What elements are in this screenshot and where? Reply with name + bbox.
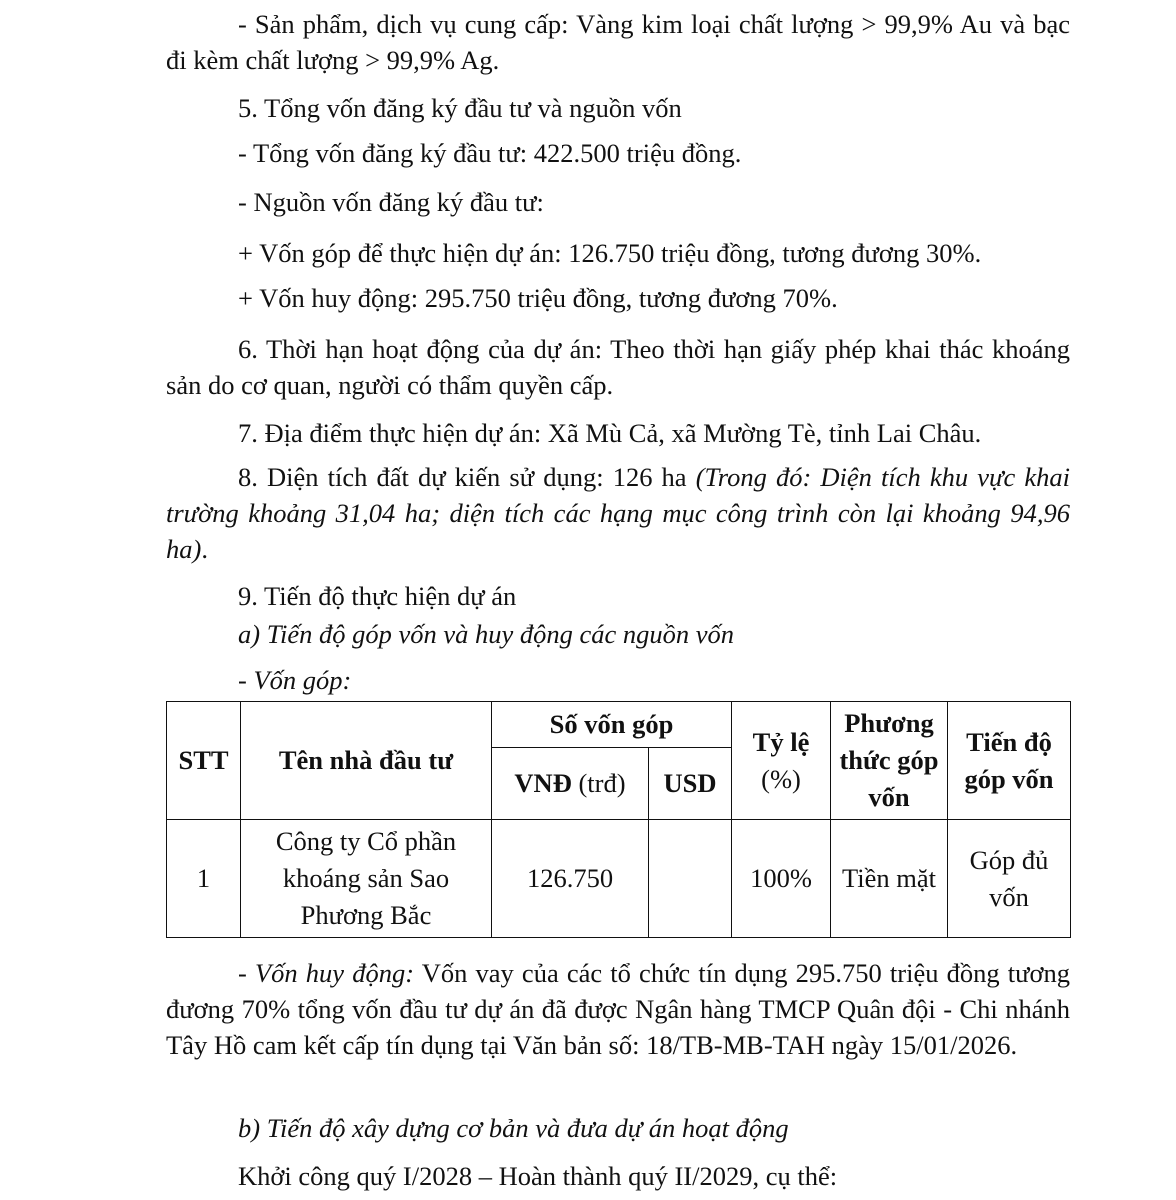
cell-progress: Góp đủ vốn [948, 820, 1071, 938]
cell-vnd: 126.750 [492, 820, 649, 938]
start-complete-paragraph: Khởi công quý I/2028 – Hoàn thành quý II/2029, cụ thể: [238, 1161, 838, 1191]
total-capital-paragraph: - Tổng vốn đăng ký đầu tư: 422.500 triệu đồng. [238, 138, 742, 168]
header-usd: USD [649, 748, 732, 820]
cell-ratio: 100% [732, 820, 831, 938]
cell-usd [649, 820, 732, 938]
von-gop-label: - Vốn góp: [238, 665, 352, 695]
header-investor: Tên nhà đầu tư [241, 702, 492, 820]
subsection-a-heading: a) Tiến độ góp vốn và huy động các nguồn vốn [238, 619, 735, 649]
header-stt: STT [167, 702, 241, 820]
header-capital-group: Số vốn góp [492, 702, 732, 748]
section-9-heading: 9. Tiến độ thực hiện dự án [238, 581, 517, 611]
section-5-heading: 5. Tổng vốn đăng ký đầu tư và nguồn vốn [238, 93, 682, 123]
subsection-b-heading: b) Tiến độ xây dựng cơ bản và đưa dự án hoạt động [238, 1113, 789, 1143]
section-8-end: . [201, 534, 208, 564]
mobilized-capital-paragraph: + Vốn huy động: 295.750 triệu đồng, tương đương 70%. [238, 283, 838, 313]
table-row [167, 820, 1071, 938]
cell-investor: Công ty Cổ phần khoáng sản Sao Phương Bắc [241, 820, 492, 938]
capital-contribution-table [166, 701, 1071, 938]
header-vnd: VNĐ (trđ) [492, 748, 649, 820]
cell-stt: 1 [167, 820, 241, 938]
section-7-paragraph: 7. Địa điểm thực hiện dự án: Xã Mù Cả, xã Mường Tè, tỉnh Lai Châu. [238, 418, 982, 448]
capital-source-paragraph: - Nguồn vốn đăng ký đầu tư: [238, 187, 544, 217]
section-8-italic-note: (Trong đó: Diện tích khu vực khai trường khoảng 31,04 ha; diện tích các hạng mục công trình còn lại khoảng 94,96 ha) [166, 462, 1070, 564]
section-8-paragraph [166, 459, 1070, 567]
table-header-row [167, 702, 1071, 748]
header-method: Phương thức góp vốn [831, 702, 948, 820]
section-6-paragraph: 6. Thời hạn hoạt động của dự án: Theo thời hạn giấy phép khai thác khoáng sản do cơ quan, người có thẩm quyền cấp. [166, 334, 1070, 400]
product-paragraph: - Sản phẩm, dịch vụ cung cấp: Vàng kim loại chất lượng > 99,9% Au và bạc đi kèm chất lượng > 99,9% Ag. [166, 9, 1070, 75]
section-8-main-text: 8. Diện tích đất dự kiến sử dụng: 126 ha [238, 462, 696, 492]
von-huy-dong-paragraph [166, 955, 1070, 1063]
contributed-capital-paragraph: + Vốn góp để thực hiện dự án: 126.750 triệu đồng, tương đương 30%. [238, 238, 982, 268]
cell-method: Tiền mặt [831, 820, 948, 938]
von-huy-dong-label: - Vốn huy động: [238, 958, 415, 988]
von-huy-dong-text: Vốn vay của các tổ chức tín dụng 295.750 triệu đồng tương đương 70% tổng vốn đầu tư dự án đã được Ngân hàng TMCP Quân đội - Chi nhánh Tây Hồ cam kết cấp tín dụng tại Văn bản số: 18/TB-MB-TAH ngày 15/01/2026. [166, 958, 1070, 1060]
header-ratio: Tỷ lệ (%) [732, 702, 831, 820]
header-progress: Tiến độ góp vốn [948, 702, 1071, 820]
